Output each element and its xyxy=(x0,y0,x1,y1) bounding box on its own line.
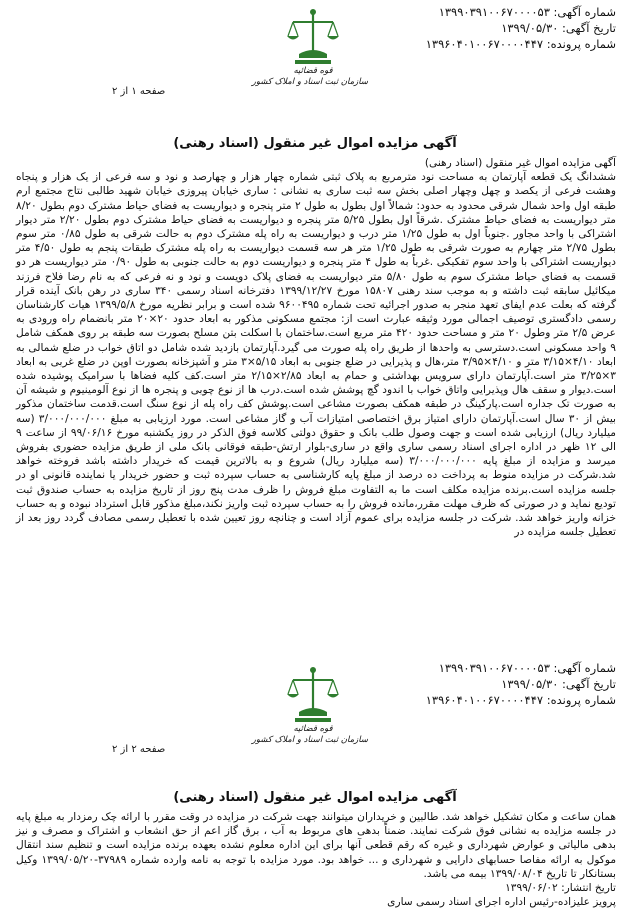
notice-date-row xyxy=(396,20,616,36)
notice-date-label: تاریخ آگهی: xyxy=(562,677,616,691)
notice-meta-block xyxy=(396,4,616,52)
scales-of-justice-icon xyxy=(285,8,341,66)
notice-date-value: ۱۳۹۹/۰۵/۳۰ xyxy=(501,21,559,35)
notice-date-value: ۱۳۹۹/۰۵/۳۰ xyxy=(501,677,559,691)
case-number-row xyxy=(396,692,616,708)
notice-date-label: تاریخ آگهی: xyxy=(562,21,616,35)
notice-paragraph-continued: همان ساعت و مکان تشکیل خواهد شد. طالبین و خریداران میتوانند جهت شرکت در مزایده در وقت مقرر با ارائه چک رمزدار به مبلغ پایه در جلسه مزایده به نشانی فوق شرکت نمایند. ضمناً بدهی های مربوط به آب ، برق گاز اعم از حق انشعاب و اشتراک و مصرف و نیز بدهی مالیاتی و عوارض شهرداری و غیره که رقم قطعی آنها برای این اداره معلوم نشده بعهده برنده مزایده است و تنظیم سند انتقال موکول به ارائه مفاصا حسابهای دارایی و شهرداری و ... خواهد بود. مورد مزایده با توجه به نامه وارده شماره ۳۷۹۸۹-۱۳۹۹/۰۵/۲۰ وکیل بستانکار تا تاریخ ۱۳۹۹/۰۸/۰۴ بیمه می باشد. xyxy=(16,811,617,880)
publish-date: تاریخ انتشار: ۱۳۹۹/۰۶/۰۲ xyxy=(505,882,616,895)
notice-body-2 xyxy=(16,810,616,909)
notice-number-row xyxy=(396,660,616,676)
notice-subtitle: آگهی مزایده اموال غیر منقول (اسناد رهنی) xyxy=(424,157,616,169)
notice-body xyxy=(16,156,616,539)
logo-caption-registration-org: سازمان ثبت اسناد و املاک کشور xyxy=(251,735,368,745)
notice-number-value: ۱۳۹۹۰۳۹۱۰۰۶۷۰۰۰۰۵۳ xyxy=(438,5,550,19)
notice-meta-block-2 xyxy=(396,660,616,708)
notice-paragraph: ششدانگ یک قطعه آپارتمان به مساحت نود مترمربع به پلاک ثبتی شماره چهار هزار و چهارصد و نود و سه فرعی از یک هزار و پنجاه وهشت فرعی از یکصد و چهل وچهار اصلی بخش سه ثبت ساری به نشانی : ساری خیابان پیروزی خیابان شهید طالبی نتاج مجتمع ارم طبقه اول واحد شمال شرقی محدود به حدود: شمالاً اول بطول به طول ۲ متر پنجره و دیواریست به فضای حیاط مشترک دوم بطول ۸/۲۰ متر دیواریست به فضای حیاط مشترک .شرقاً اول بطول ۵/۲۵ متر پنجره و دیواریست به فضای حیاط مشترک دوم بطول ۲/۲۰ متر دیوار اشتراکی با واحد مجاور .جنوباً اول به طول ۱/۲۵ متر درب و دیواریست به راه پله مشترک دوم به حالت شرقی به طول ۰/۸۵ متر سوم بطول ۲/۷۵ متر چهارم به صورت شرقی به طول ۱/۲۵ متر هر سه قسمت دیواریست به راه پله مشترک طبقات پنجم به طول ۴/۵۰ متر دیواریست اشتراکی با واحد سوم تفکیکی .غرباً به طول ۴ متر پنجره و دیواریست دوم به حالت جنوبی به طول ۰/۹۰ متر دیواریست هر دو قسمت به فضای حیاط مشترک سوم به طول ۵/۸۰ متر دیواریست به فضای پلاک دویست و نود و نه فرعی که به نام رضا فلاح فرزند میکائیل سابقه ثبت داشته و به موجب سند رهنی ۱۵۸۰۷ مورخ ۱۳۹۹/۱۲/۲۷ دفترخانه اسناد رسمی ۳۴۰ ساری در رهن بانک آینده قرار گرفته که بعلت عدم ایفای تعهد منجر به صدور اجرائیه تحت شماره ۹۶۰۰۴۹۵ شده است و برابر نظریه مورخ ۱۳۹۹/۵/۸ هیات کارشناسان رسمی دادگستری توصیف اجمالی مورد وثیقه عبارت است از: مجتمع مسکونی مذکور به ابعاد حدود ۲۰×۲۰ متر بانضمام راه ورودی به عرض ۲/۵ متر وطول ۲۰ متر و مساحت حدود ۴۲۰ متر مربع است.ساختمان با اسکلت بتن مسلح بصورت سه طبقه بر روی همکف شامل ۹ واحد مسکونی است.دسترسی به واحدها از طریق راه پله صورت می گیرد.آپارتمان بازدید شده شامل دو اتاق خواب در ضلع شمالی به ابعاد ۴/۱۰×۳/۱۵ متر و ۴/۱۰×۳/۹۵ متر،هال و پذیرایی در ضلع جنوبی به ابعاد ۵/۱۵×۳ متر و آشپزخانه بصورت اوپن در ضلع غربی به ابعاد ۳×۳/۲۵ متر است.آپارتمان دارای سرویس بهداشتی و حمام به ابعاد ۲/۸۵×۲/۱۵ متر است.کف کلیه فضاها با سرامیک پوشیده شده است.دیوار و سقف هال وپذیرایی واتاق خواب با اندود گچ پوشش شده است.درب ها از نوع چوبی و پنجره ها از نوع آلومینیوم و شیشه آن به صورت تک جداره است.پارکینگ در طبقه همکف بصورت مشاعی است.پوشش کف راه پله از نوع سنگ است.قدمت ساختمان مذکور بیش از ۳۰ سال است.آپارتمان دارای امتیاز برق اختصاصی امتیازات آب و گاز مشاعی است. مورد ارزیابی به مبلغ ۳/۰۰۰/۰۰۰/۰۰۰ (سه میلیارد ریال) ارزیابی شده است و جهت وصول طلب بانک و حقوق دولتی کلاسه فوق الذکر در روز یکشنبه مورخ ۹۹/۰۶/۱۶ از ساعت ۹ الی ۱۲ ظهر در اداره اجرای اسناد رسمی ساری واقع در ساری-بلوار ارتش-طبقه فوقانی بانک ملی از طریق مزایده حضوری بفروش میرسد و مزایده از مبلغ پایه ۳/۰۰۰/۰۰۰/۰۰۰ (سه میلیارد ریال) شروع و به بالاترین قیمت که خریدار داشته باشد فروخته خواهد شد.شرکت در مزایده منوط به پرداخت ده درصد از مبلغ پایه کارشناسی به حساب سپرده ثبت و حضور خریدار یا نماینده قانونی او در جلسه مزایده است.برنده مزایده مکلف است ما به التفاوت مبلغ فروش را ظرف مدت پنج روز از تاریخ مزایده به حساب صندوق ثبت تودیع نماید و در صورتی که ظرف مهلت مقرر،مانده فروش را به حساب سپرده ثبت واریز نکند،مبلغ مذکور قابل استرداد نبوده و به حساب خزانه واریز خواهد شد. شرکت در جلسه مزایده برای عموم آزاد است و چنانچه روز تعیین شده با تعطیل رسمی مصادف گردد روز بعد از تعطیل جلسه مزایده در xyxy=(16,171,617,539)
notice-date-row xyxy=(396,676,616,692)
judiciary-logo xyxy=(251,8,368,88)
notice-number-value: ۱۳۹۹۰۳۹۱۰۰۶۷۰۰۰۰۵۳ xyxy=(438,661,550,675)
case-number-row xyxy=(396,36,616,52)
judiciary-logo-2 xyxy=(251,666,368,746)
logo-caption-registration-org: سازمان ثبت اسناد و املاک کشور xyxy=(251,77,368,87)
page-indicator-2: صفحه ۲ از ۲ xyxy=(112,744,166,755)
notice-number-label: شماره آگهی: xyxy=(553,661,616,675)
case-number-value: ۱۳۹۶۰۴۰۱۰۰۶۷۰۰۰۰۴۴۷ xyxy=(425,693,544,707)
case-number-value: ۱۳۹۶۰۴۰۱۰۰۶۷۰۰۰۰۴۴۷ xyxy=(425,37,544,51)
page-indicator: صفحه ۱ از ۲ xyxy=(112,86,166,97)
notice-heading-2: آگهی مزایده اموال غیر منقول (اسناد رهنی) xyxy=(173,790,457,805)
signature-line: پرویز علیزاده-رئیس اداره اجرای اسناد رسمی ساری xyxy=(387,896,616,909)
notice-number-row xyxy=(396,4,616,20)
notice-number-label: شماره آگهی: xyxy=(553,5,616,19)
notice-heading: آگهی مزایده اموال غیر منقول (اسناد رهنی) xyxy=(173,136,457,151)
scales-of-justice-icon xyxy=(285,666,341,724)
logo-caption-judiciary: قوه قضائیه xyxy=(293,724,333,734)
case-number-label: شماره پرونده: xyxy=(546,693,616,707)
case-number-label: شماره پرونده: xyxy=(546,37,616,51)
logo-caption-judiciary: قوه قضائیه xyxy=(293,66,333,76)
